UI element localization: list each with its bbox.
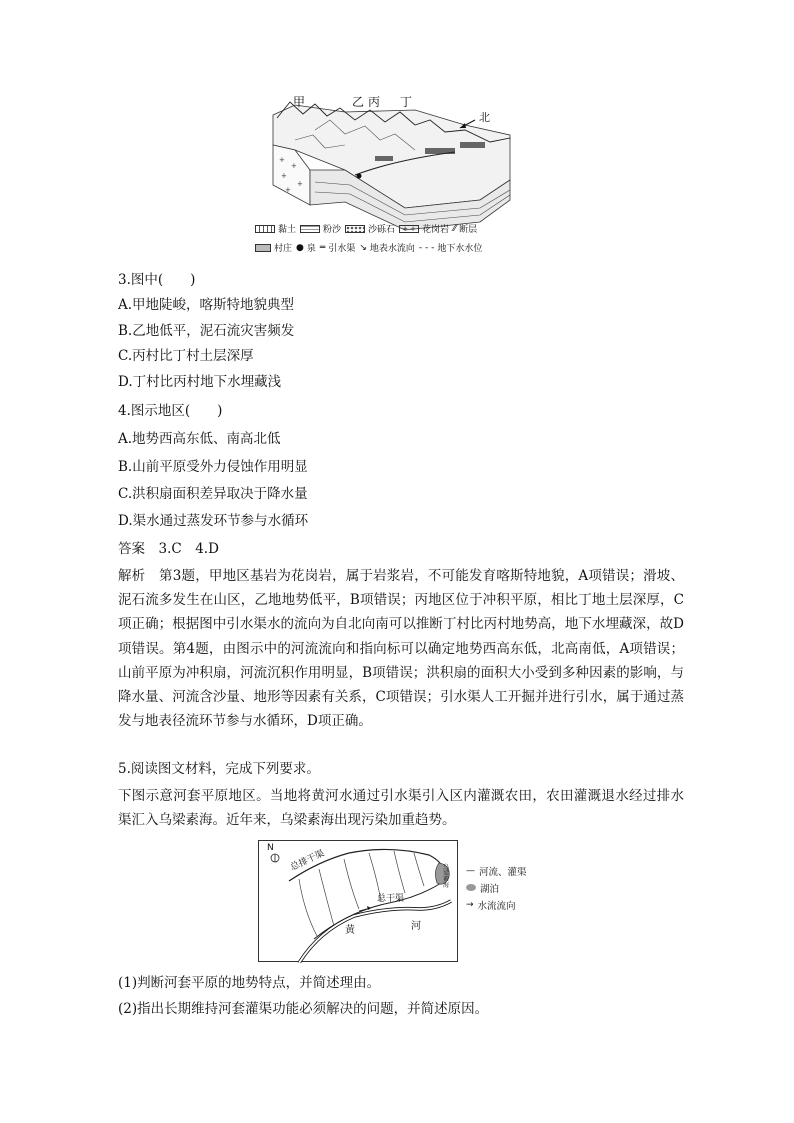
map-label-he: 河 <box>411 921 421 932</box>
lake-icon <box>466 884 476 891</box>
label-north: 北 <box>479 111 490 124</box>
map-legend <box>466 862 527 913</box>
svg-text:+: + <box>291 162 297 170</box>
granite-swatch-icon: + + <box>399 225 419 233</box>
legend-canal: ═ 引水渠 <box>319 242 356 254</box>
svg-text:+: + <box>285 186 291 194</box>
q3-option-b: B.乙地低平，泥石流灾害频发 <box>118 323 295 339</box>
label-ding: 丁 <box>400 95 413 109</box>
svg-text:+: + <box>297 180 303 188</box>
legend-water-table: - - - 地下水水位 <box>418 242 483 254</box>
svg-text:+: + <box>279 156 285 164</box>
block-diagram-drawing <box>255 90 555 265</box>
q5-sub1: (1)判断河套平原的地势特点，并简述理由。 <box>118 975 381 991</box>
svg-text:+: + <box>281 172 287 180</box>
hetao-map-figure <box>258 840 458 962</box>
canal-icon: ═ <box>319 242 326 253</box>
spring-icon: ● <box>296 242 304 253</box>
q3-option-a: A.甲地陡峻，喀斯特地貌典型 <box>118 297 295 313</box>
dashed-line-icon: - - - <box>418 242 435 253</box>
q4-option-d: D.渠水通过蒸发环节参与水循环 <box>118 513 309 529</box>
q4-stem: 4.图示地区( ) <box>118 403 223 419</box>
q3-stem: 3.图中( ) <box>118 272 196 288</box>
clay-swatch-icon <box>255 225 275 233</box>
legend-spring: ● 泉 <box>296 242 316 254</box>
legend-gravel: 沙砾石 <box>345 222 395 235</box>
label-bing: 丙 <box>368 95 381 109</box>
fault-icon: ⁄⁄ <box>453 223 457 234</box>
block-diagram-figure <box>255 90 555 265</box>
gravel-swatch-icon <box>345 225 365 233</box>
q5-title: 5.阅读图文材料，完成下列要求。 <box>118 761 320 777</box>
map-label-main-drain: 总排干渠 <box>289 848 327 874</box>
q4-option-a: A.地势西高东低、南高北低 <box>118 431 281 447</box>
legend-row-2 <box>255 241 555 254</box>
q5-sub2: (2)指出长期维持河套灌渠功能必须解决的问题，并简述原因。 <box>118 1001 489 1017</box>
legend-lake: 湖泊 <box>466 879 527 896</box>
arrow-right-icon: → <box>466 899 474 910</box>
legend-village: 村庄 <box>255 241 292 254</box>
flow-arrow-icon: ↘ <box>359 242 367 253</box>
label-jia: 甲 <box>293 95 306 109</box>
q4-option-c: C.洪积扇面积差异取决于降水量 <box>118 486 308 502</box>
map-label-lake: 乌梁素海 <box>443 864 450 889</box>
legend-granite: + + 花岗岩 <box>399 222 449 235</box>
river-line-icon: — <box>466 865 475 876</box>
legend-row-1 <box>255 222 555 235</box>
map-label-huang: 黄 <box>345 925 355 936</box>
q4-option-b: B.山前平原受外力侵蚀作用明显 <box>118 459 308 475</box>
q3-option-d: D.丁村比丙村地下水埋藏浅 <box>118 374 282 390</box>
answer-line: 答案 3.C 4.D <box>118 541 219 557</box>
legend-fault: ⁄⁄ 断层 <box>453 223 478 235</box>
analysis-paragraph: 解析 第3题，甲地区基岩为花岗岩，属于岩浆岩，不可能发育喀斯特地貌，A项错误；滑坡、泥石流多发生在山区，乙地地势低平，B项错误；丙地区位于冲积平原，相比丁地土层深厚，C项正确；根据图中引水渠水的流向为自北向南可以推断丁村比丙村地势高，地下水埋藏深，故D项错误。第4题，由图示中的河流流向和指向标可以确定地势西高东低，北高南低，A项错误；山前平原为冲积扇，河流沉积作用明显，B项错误；洪积扇的面积大小受到多种因素的影响，与降水量、河流含沙量、地形等因素有关系，C项错误；引水渠人工开掘并进行引水，属于通过蒸发与地表径流环节参与水循环，D项正确。 <box>118 568 684 730</box>
silt-swatch-icon <box>300 225 320 233</box>
map-north-label: N <box>267 843 274 853</box>
legend-silt: 粉沙 <box>300 222 341 235</box>
village-icon <box>255 244 271 252</box>
legend-flow: → 水流流向 <box>466 899 516 912</box>
label-yi: 乙 <box>352 95 365 109</box>
map-label-main-canal: 总干渠 <box>377 894 405 904</box>
legend-river: — 河流、灌渠 <box>466 865 527 878</box>
q3-option-c: C.丙村比丁村土层深厚 <box>118 348 254 364</box>
legend-clay: 黏土 <box>255 222 296 235</box>
legend-surface-flow: ↘ 地表水流向 <box>359 242 415 254</box>
q5-material: 下图示意河套平原地区。当地将黄河水通过引水渠引入区内灌溉农田，农田灌溉退水经过排水渠汇入乌梁素海。近年来，乌梁素海出现污染加重趋势。 <box>118 788 684 829</box>
